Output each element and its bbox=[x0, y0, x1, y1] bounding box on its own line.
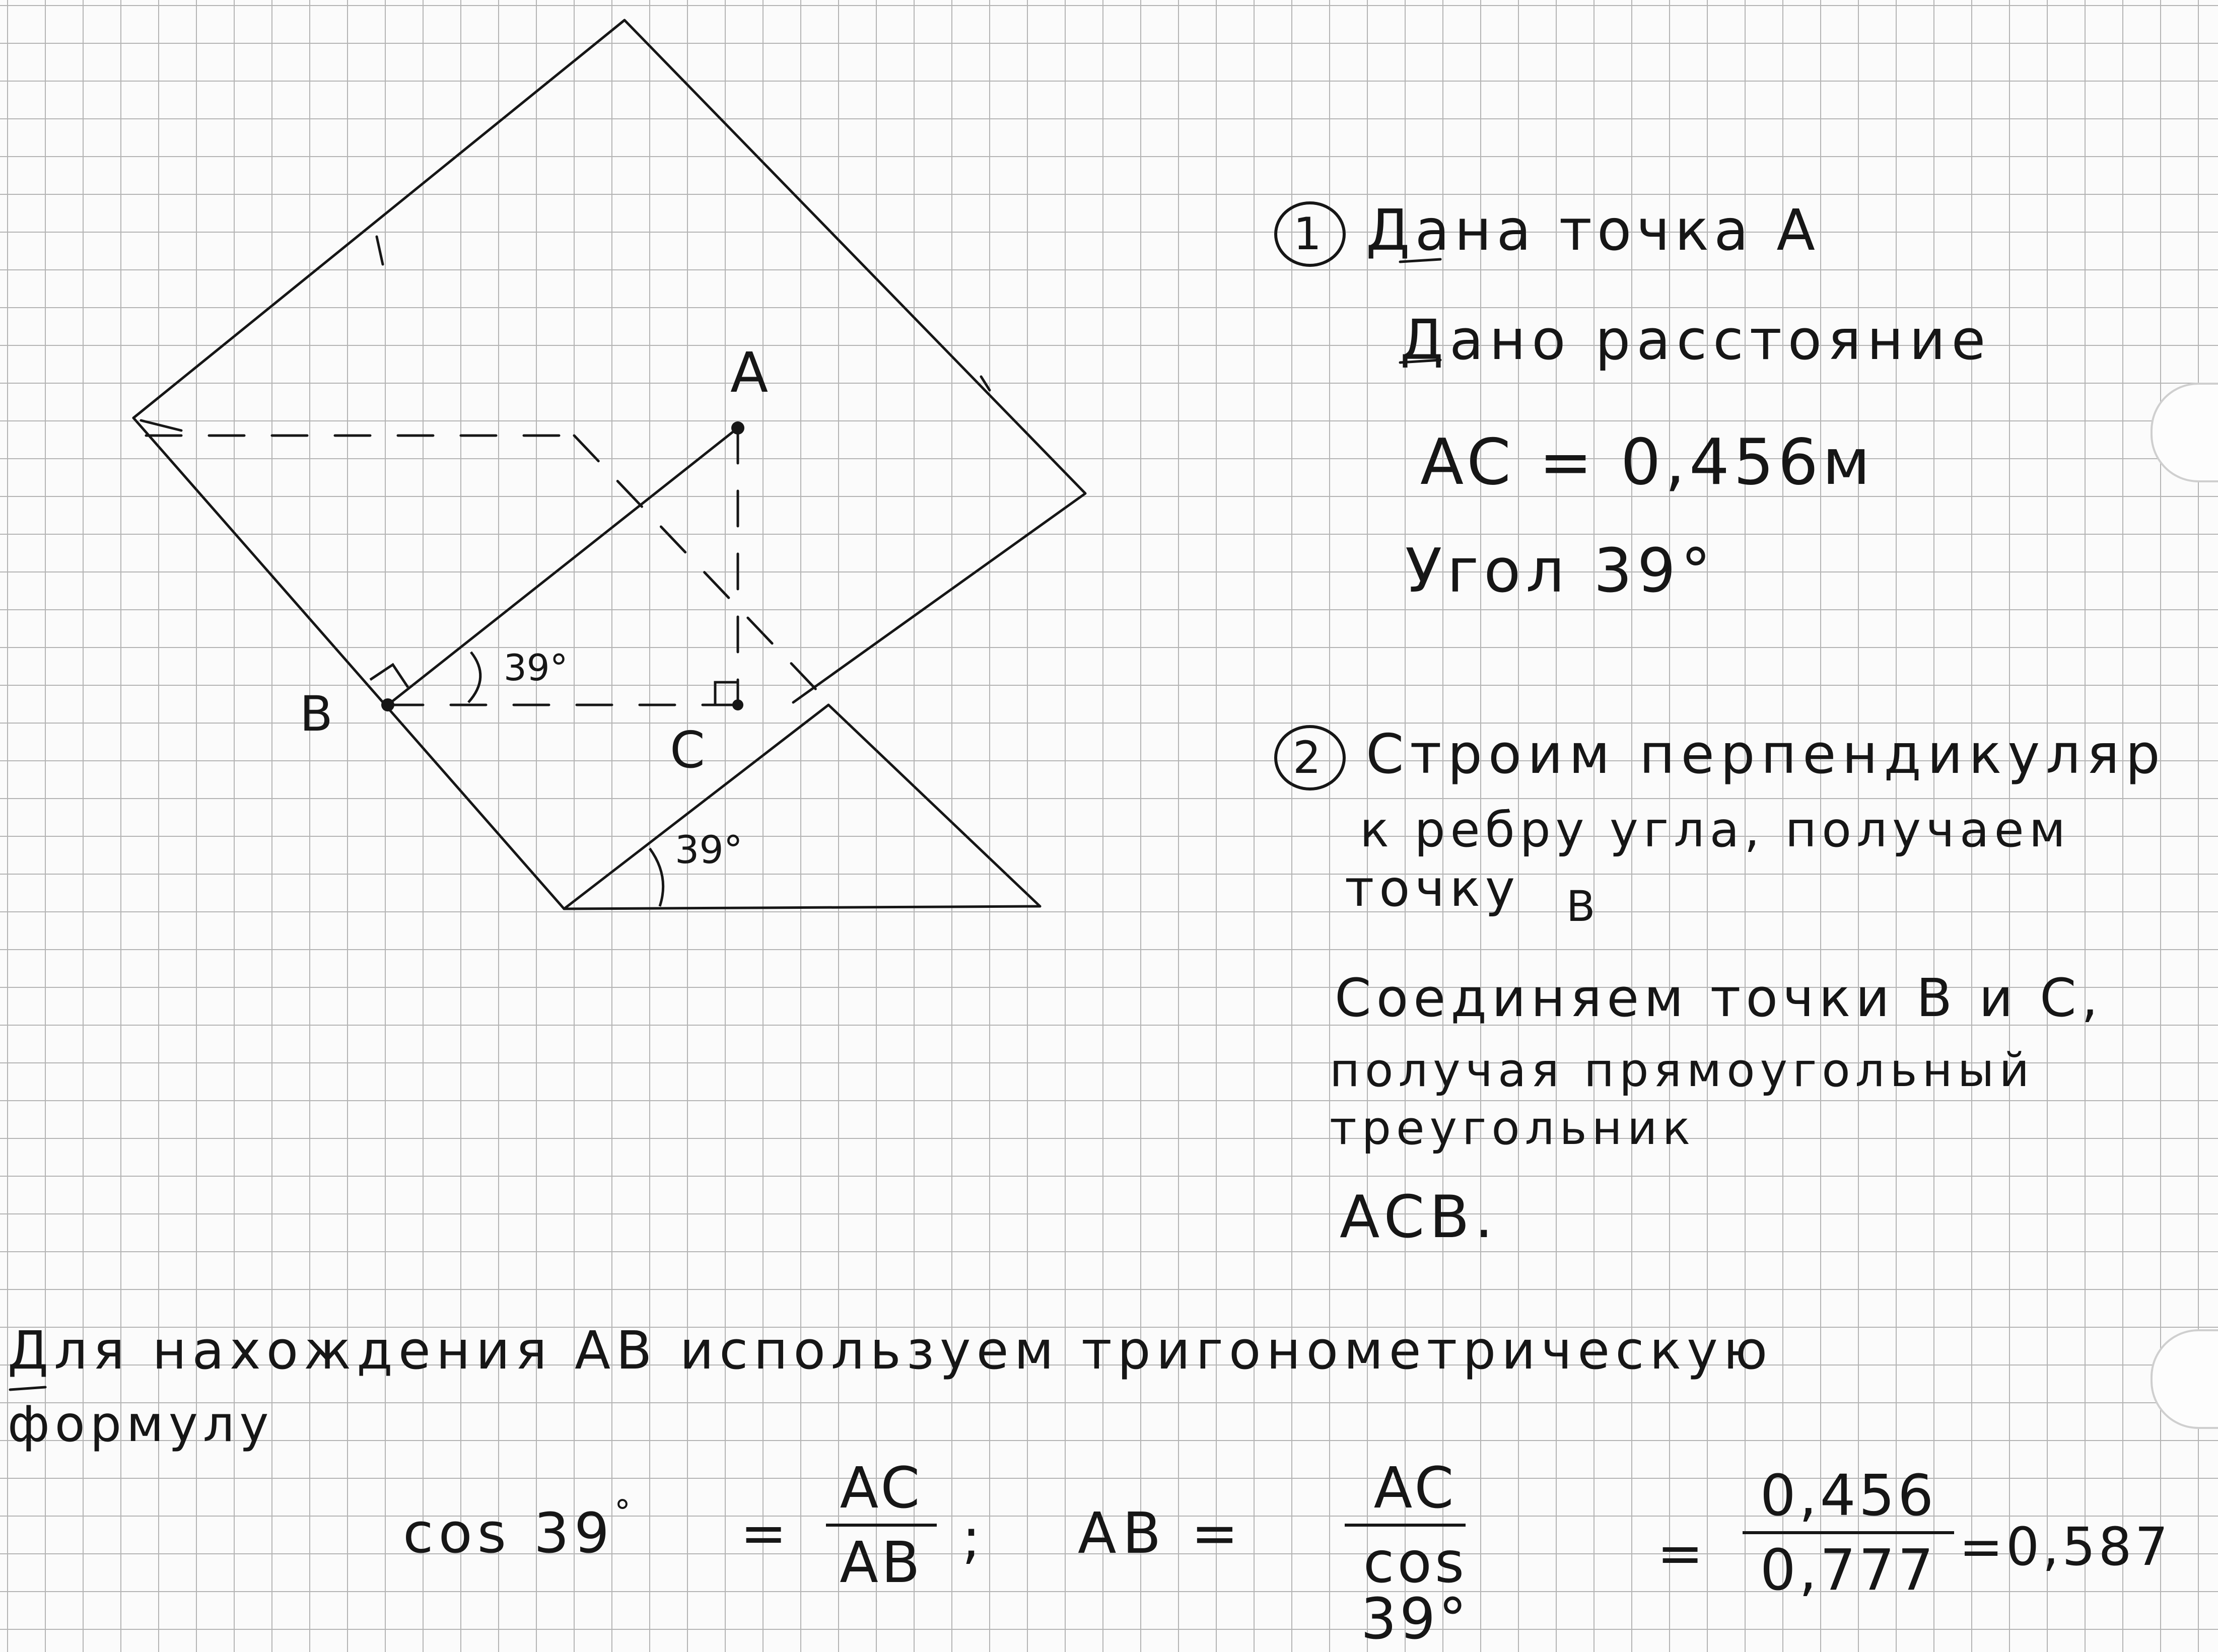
right-angle-mark-b bbox=[370, 665, 408, 687]
lower-plane-edge-left bbox=[133, 418, 564, 909]
step2-line1-text: Строим перпендикуляр bbox=[1366, 723, 2166, 786]
conclusion-line1: Для нахождения AB используем тригонометрическую bbox=[8, 1320, 1773, 1381]
step1-line1-text: Дана точка A bbox=[1366, 197, 1821, 263]
edge-tick-left bbox=[141, 420, 181, 430]
formula-frac1-numerator: AC bbox=[840, 1456, 923, 1521]
angle-label-bottom: 39° bbox=[675, 827, 743, 872]
step1-number: 1 bbox=[1274, 201, 1346, 267]
step2-line1 bbox=[1274, 725, 2166, 791]
formula-cos-label bbox=[403, 1494, 636, 1565]
step2-line3 bbox=[1345, 859, 1601, 931]
point-a-dot bbox=[731, 421, 744, 435]
underline-dlya-nahozhdeniya bbox=[10, 1387, 45, 1390]
formula-frac3-denominator: 0,777 bbox=[1760, 1538, 1937, 1603]
angle-arc-top bbox=[468, 652, 480, 702]
step1-line2: Дано расстояние bbox=[1400, 308, 1992, 372]
step2-line7: ACB. bbox=[1340, 1183, 1498, 1251]
step2-point-b: B bbox=[1566, 882, 1601, 931]
formula-frac3-numerator: 0,456 bbox=[1760, 1463, 1937, 1529]
lower-plane-base bbox=[564, 906, 1040, 909]
formula-frac1-bar bbox=[826, 1524, 937, 1527]
upper-plane-outline bbox=[133, 20, 1085, 702]
step1-line3: AC = 0,456м bbox=[1420, 425, 1875, 499]
formula-separator: ; bbox=[962, 1506, 981, 1570]
formula-frac2-bar bbox=[1345, 1524, 1466, 1527]
step2-line5: получая прямоугольный bbox=[1330, 1043, 2035, 1097]
formula-fraction-2 bbox=[1304, 1456, 1526, 1652]
formula-ab-label: AB = bbox=[1078, 1501, 1244, 1566]
formula-equals-2: = bbox=[1657, 1521, 1704, 1586]
step1-line1 bbox=[1274, 197, 1821, 267]
formula-frac2-numerator: AC bbox=[1373, 1456, 1457, 1521]
formula-fraction-1 bbox=[826, 1456, 937, 1596]
step2-line2: к ребру угла, получаем bbox=[1360, 802, 2071, 858]
formula-degree: ° bbox=[614, 1494, 636, 1531]
point-a-label: A bbox=[730, 340, 769, 405]
formula-cos-text: cos 39 bbox=[403, 1501, 615, 1565]
point-c-label: C bbox=[670, 721, 705, 779]
step2-line4: Соединяем точки B и C, bbox=[1335, 967, 2103, 1029]
formula-equals-1: = bbox=[740, 1501, 787, 1565]
point-b-dot bbox=[381, 698, 394, 711]
step2-line3-text: точку bbox=[1345, 859, 1520, 918]
formula-result: =0,587 bbox=[1959, 1516, 2171, 1577]
edge-tick-top bbox=[377, 237, 383, 264]
dashed-diagonal bbox=[574, 436, 826, 700]
formula-frac2-denominator: cos 39° bbox=[1360, 1530, 1470, 1652]
lower-plane-edge-right bbox=[828, 705, 1040, 906]
formula-frac3-bar bbox=[1743, 1531, 1954, 1534]
formula-fraction-3 bbox=[1743, 1463, 1954, 1603]
point-b-label: B bbox=[300, 686, 333, 742]
step1-line4: Угол 39° bbox=[1405, 536, 1716, 606]
angle-arc-bottom bbox=[650, 848, 663, 906]
formula-frac1-denominator: AB bbox=[840, 1530, 923, 1596]
point-c-dot bbox=[732, 699, 743, 710]
step2-number: 2 bbox=[1274, 725, 1346, 791]
angle-label-top: 39° bbox=[504, 647, 568, 689]
step2-line6: треугольник bbox=[1330, 1101, 1696, 1155]
conclusion-line2: формулу bbox=[8, 1396, 274, 1453]
